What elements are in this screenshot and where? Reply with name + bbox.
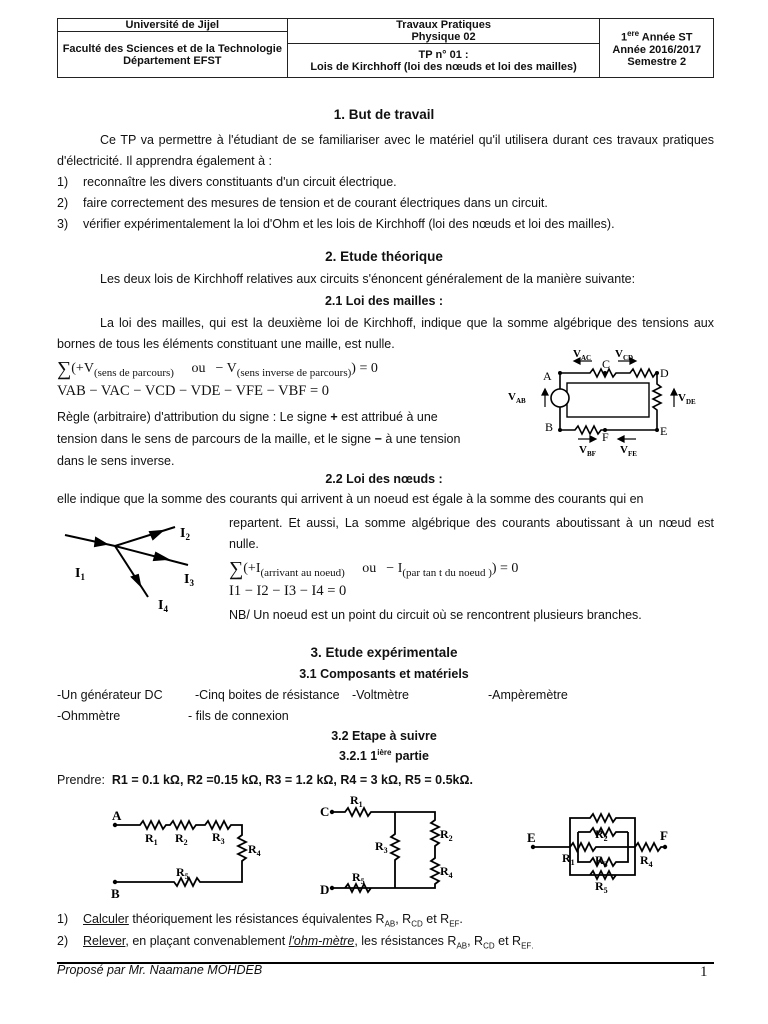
material-wires: - fils de connexion: [188, 709, 289, 723]
footer-author: Proposé par Mr. Naamane MOHDEB: [57, 963, 263, 977]
resistance-values: Prendre: R1 = 0.1 kΩ, R2 =0.15 kΩ, R3 = 1.2 kΩ, R4 = 3 kΩ, R5 = 0.5kΩ.: [57, 773, 473, 787]
label-i2: $I_2$: [180, 526, 190, 542]
label-vde: $V_{DE}$: [678, 392, 696, 406]
subsection-3-2-1-title: 3.2.1 $1^{ière}$ partie: [339, 748, 429, 764]
list-item: 3) vérifier expérimentalement la loi d'Ohm et les lois de Kirchhoff (loi des nœuds et loi des mailles).: [57, 217, 615, 231]
tp-title-cell: [287, 19, 600, 44]
tp-title: Travaux Pratiques: [396, 19, 491, 31]
label-r3-ab: $R_3$: [212, 830, 225, 846]
label-r2-cd: $R_2$: [440, 827, 453, 843]
label-r2-ef: $R_2$: [595, 827, 608, 843]
department: Département EFST: [123, 54, 222, 67]
faculty: Faculté des Sciences et de la Technologie: [62, 42, 282, 55]
label-r1-ab: $R_1$: [145, 831, 158, 847]
nb-note: NB/ Un noeud est un point du circuit où se rencontrent plusieurs branches.: [229, 608, 642, 622]
node-b-label: B: [111, 886, 120, 901]
label-r2-ab: $R_2$: [175, 831, 188, 847]
section1-title: 1. But de travail: [333, 107, 435, 122]
section1-list: [57, 172, 615, 235]
equation-noeuds-sum: $\sum(+I_{(arrivant au noeud)}$ ou − $I_{(par tan t du noeud )}) = 0$: [229, 558, 519, 580]
faculty-cell: [58, 32, 288, 78]
maille-circuit-diagram: [500, 335, 720, 460]
noeuds-text-line2: repartent. Et aussi, La somme algébrique des courants aboutissant à un nœud est nulle.: [229, 516, 714, 551]
node-a-label: A: [112, 808, 122, 823]
tp-number: TP n° 01 :: [418, 48, 469, 61]
year-level: 1ere Année ST: [620, 29, 693, 44]
node-a-label: A: [543, 369, 552, 383]
label-r4-cd: $R_4$: [440, 864, 453, 880]
label-vac: $V_{AC}$: [573, 348, 592, 362]
tp-subject-cell: [287, 44, 600, 78]
label-r4-ef: $R_4$: [640, 853, 653, 869]
node-f-label: F: [660, 828, 668, 843]
tp-subject: Lois de Kirchhoff (loi des nœuds et loi des mailles): [310, 60, 577, 73]
label-i3: $I_3$: [184, 572, 194, 588]
section3-title: 3. Etude expérimentale: [310, 645, 458, 660]
noeud-diagram: [60, 515, 210, 620]
node-c-label: C: [602, 357, 611, 371]
material-ammeter: -Ampèremètre: [488, 688, 568, 702]
label-r5-ef: $R_5$: [595, 879, 608, 895]
header-table: [57, 18, 714, 78]
noeuds-text-line1: elle indique que la somme des courants qui arrivent à un noeud est égale à la somme des courants qui en: [57, 492, 644, 506]
equation-noeuds-example: I1 − I2 − I3 − I4 = 0: [229, 583, 347, 599]
page-number: 1: [700, 964, 708, 980]
material-resistance-boxes: -Cinq boites de résistance: [195, 688, 340, 702]
sign-rule: Règle (arbitraire) d'attribution du signe : Le signe + est attribué à une tension dans le sens de parcours de la maille, et le signe − à une tension dans le sens inverse.: [57, 410, 461, 468]
section2-intro: Les deux lois de Kirchhoff relatives aux circuits s'énoncent généralement de la manière suivante:: [100, 272, 636, 286]
label-i4: $I_4$: [158, 598, 168, 614]
node-f-label: F: [602, 430, 609, 444]
label-vbf: $V_{BF}$: [579, 444, 596, 458]
subsection-3-2-title: 3.2 Etape à suivre: [331, 729, 437, 743]
subsection-2-1-title: 2.1 Loi des mailles :: [324, 294, 444, 308]
label-r5-ab: $R_5$: [176, 865, 189, 881]
section1-intro: Ce TP va permettre à l'étudiant de se familiariser avec le matériel qu'il utilisera durant ces travaux pratiques d'électricité. Il apprendra également à :: [57, 133, 714, 168]
label-i1: $I_1$: [75, 566, 85, 582]
label-r4-ab: $R_4$: [248, 842, 261, 858]
equation-mailles-sum: $\sum(+V_{(sens de parcours)}$ ou − $V_{(sens inverse de parcours)}) = 0$: [57, 358, 378, 380]
label-r1-ef: $R_1$: [562, 851, 575, 867]
label-vab: $V_{AB}$: [508, 391, 526, 405]
label-r3-cd: $R_3$: [375, 839, 388, 855]
label-r5-cd: $R_5$: [352, 870, 365, 886]
label-vfe: $V_{FE}$: [620, 444, 637, 458]
material-ohmmeter: -Ohmmètre: [57, 709, 121, 723]
node-b-label: B: [545, 420, 554, 434]
node-e-label: E: [527, 830, 536, 845]
node-d-label: D: [320, 882, 330, 897]
material-voltmeter: -Voltmètre: [352, 688, 409, 702]
node-e-label: E: [660, 424, 668, 438]
section2-title: 2. Etude théorique: [325, 249, 443, 264]
step-1: 1) Calculer théoriquement les résistances équivalentes $R_{AB}$, $R_{CD}$ et $R_{EF}$.: [57, 912, 463, 929]
university: Université de Jijel: [58, 19, 288, 32]
course: Physique 02: [411, 31, 476, 43]
node-c-label: C: [320, 804, 330, 819]
equation-mailles-example: VAB − VAC − VCD − VDE − VFE − VBF = 0: [57, 383, 330, 399]
subsection-2-2-title: 2.2 Loi des nœuds :: [325, 472, 443, 486]
node-d-label: D: [660, 366, 669, 380]
semester: Semestre 2: [627, 55, 687, 68]
subsection-3-1-title: 3.1 Composants et matériels: [299, 667, 469, 681]
material-generator: -Un générateur DC: [57, 688, 163, 702]
academic-year: Année 2016/2017: [612, 43, 702, 56]
resistor-circuits: [100, 790, 700, 905]
step-2: 2) Relever, en plaçant convenablement l'ohm-mètre, les résistances $R_{AB}$, $R_{CD}$ et $R_{EF.}$: [57, 934, 534, 951]
year-cell: [600, 19, 714, 78]
list-item: 1) reconnaître les divers constituants d'un circuit électrique.: [57, 175, 397, 189]
mailles-text: La loi des mailles, qui est la deuxième loi de Kirchhoff, indique que la somme algébrique des tensions aux bornes de tous les éléments constituant une maille, est nulle.: [57, 316, 714, 351]
label-vcd: $V_{CD}$: [615, 348, 634, 362]
label-r1-cd: $R_1$: [350, 793, 363, 809]
list-item: 2) faire correctement des mesures de tension et de courant électriques dans un circuit.: [57, 196, 548, 210]
label-r3-ef: $R_3$: [595, 853, 608, 869]
